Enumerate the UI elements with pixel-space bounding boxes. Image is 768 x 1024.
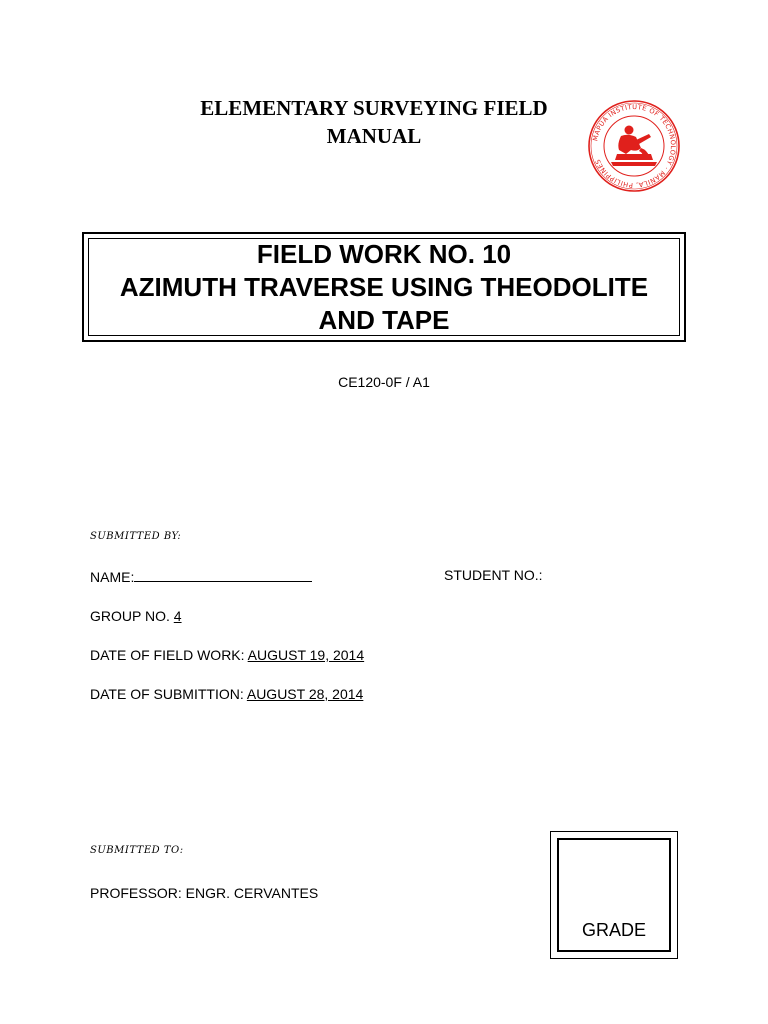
date-submission-value: AUGUST 28, 2014 xyxy=(246,686,364,702)
manual-title-line1: ELEMENTARY SURVEYING FIELD xyxy=(200,96,548,120)
field-work-title-line2: AZIMUTH TRAVERSE USING THEODOLITE xyxy=(119,272,649,302)
date-field-work-value: AUGUST 19, 2014 xyxy=(247,647,365,663)
submitted-to-label: SUBMITTED TO: xyxy=(90,845,184,856)
field-work-number: FIELD WORK NO. 10 xyxy=(256,239,512,269)
date-submission-row xyxy=(90,685,363,703)
date-submission-label: DATE OF SUBMITTION: xyxy=(90,686,247,702)
field-work-title-box xyxy=(82,232,686,342)
seal-text: MAPÚA INSTITUTE OF TECHNOLOGY · MANILA, PHILIPPINES xyxy=(591,102,678,190)
grade-label: GRADE xyxy=(581,920,646,940)
date-field-work-label: DATE OF FIELD WORK: xyxy=(90,647,248,663)
student-no-label: STUDENT NO.: xyxy=(444,567,543,583)
group-value: 4 xyxy=(173,608,182,624)
course-code: CE120-0F / A1 xyxy=(338,374,430,390)
institute-seal-logo xyxy=(581,100,688,192)
manual-title-line2: MANUAL xyxy=(326,124,422,148)
group-label: GROUP NO. xyxy=(90,608,174,624)
manual-title xyxy=(170,94,578,150)
grade-box xyxy=(550,831,678,959)
name-row xyxy=(90,567,312,586)
group-row xyxy=(90,607,182,625)
field-work-title-line3: AND TAPE xyxy=(318,305,450,335)
name-blank-line[interactable] xyxy=(134,567,312,582)
name-label: NAME: xyxy=(90,569,135,585)
date-field-work-row xyxy=(90,646,364,664)
professor-line: PROFESSOR: ENGR. CERVANTES xyxy=(90,885,319,901)
submitted-by-label: SUBMITTED BY: xyxy=(90,531,182,542)
